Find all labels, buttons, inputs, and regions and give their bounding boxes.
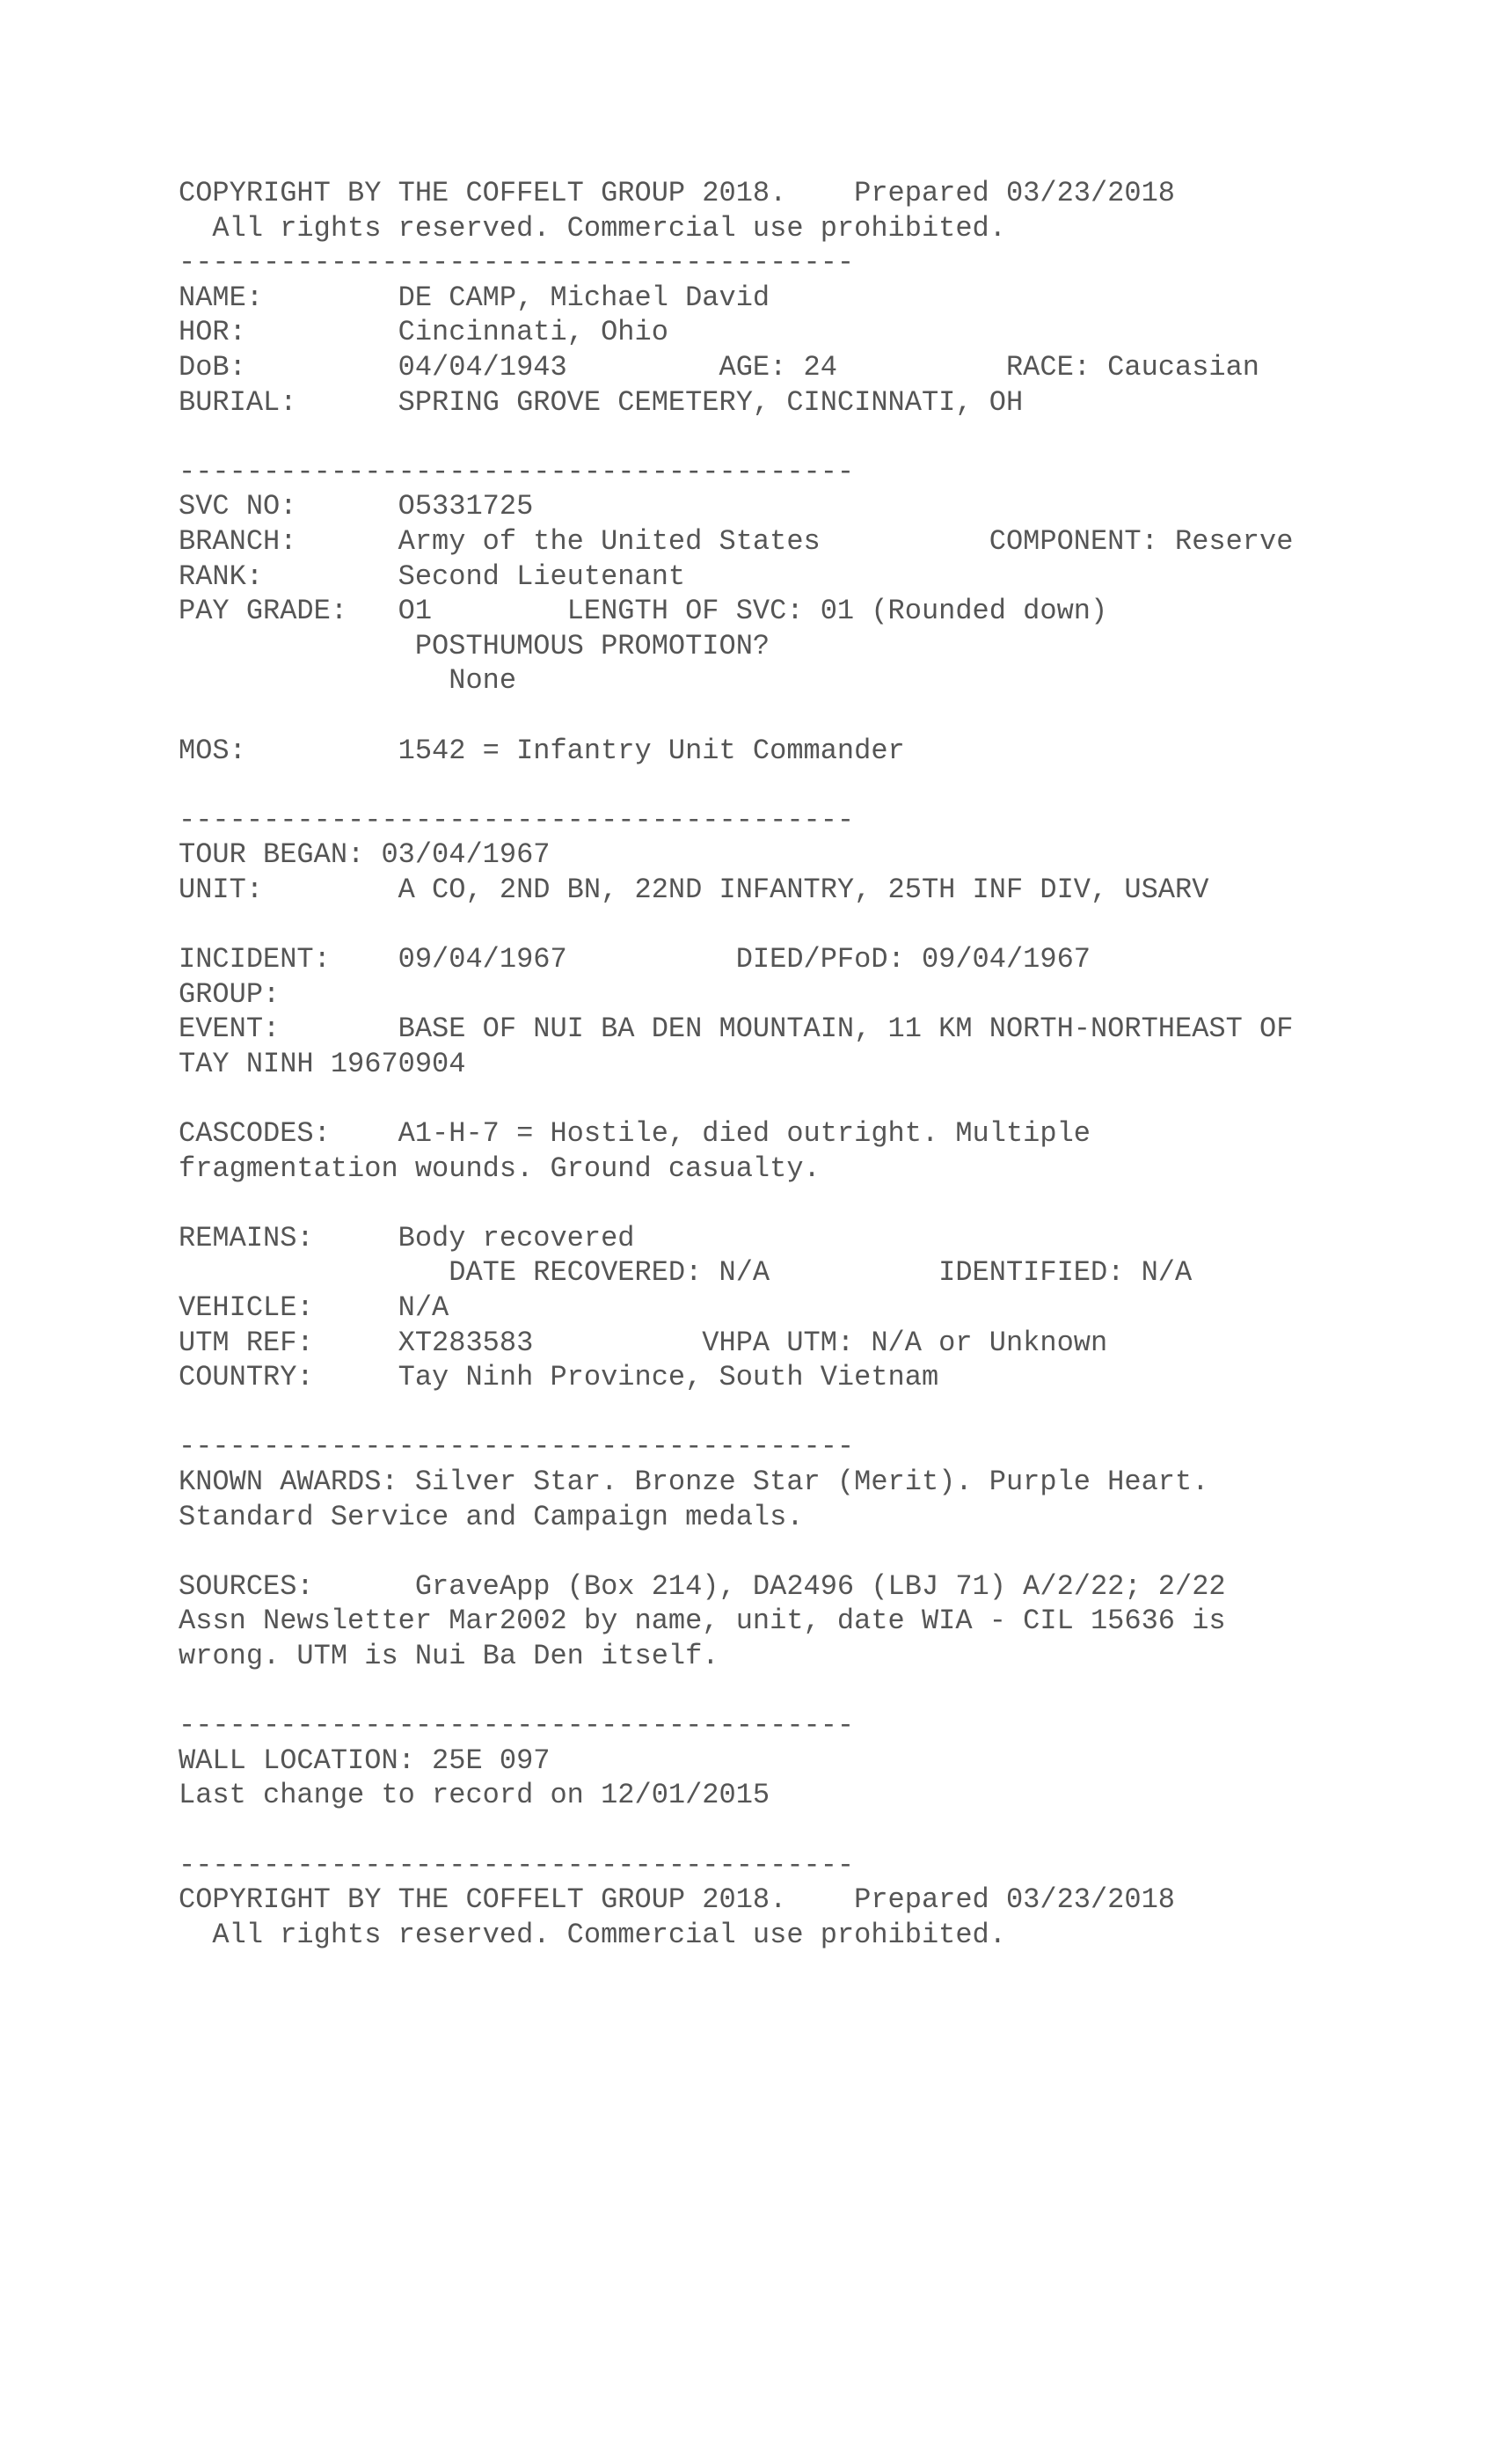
- blank-line: [179, 1813, 1410, 1848]
- sources-field-continued: Assn Newsletter Mar2002 by name, unit, date WIA - CIL 15636 is: [179, 1605, 1226, 1638]
- blank-line: [179, 768, 1410, 803]
- blank-line: [179, 1534, 1410, 1569]
- divider: ----------------------------------------: [179, 1430, 855, 1464]
- cascodes-field-continued: fragmentation wounds. Ground casualty.: [179, 1152, 821, 1185]
- rights-header-line: All rights reserved. Commercial use prohibited.: [179, 211, 1006, 245]
- blank-line: [179, 698, 1410, 734]
- tour-began-field: TOUR BEGAN: 03/04/1967: [179, 838, 551, 872]
- blank-line: [179, 420, 1410, 455]
- last-change-field: Last change to record on 12/01/2015: [179, 1779, 770, 1812]
- known-awards-field: KNOWN AWARDS: Silver Star. Bronze Star (Merit). Purple Heart.: [179, 1465, 1209, 1498]
- branch-component-field: BRANCH: Army of the United States COMPONENT: Reserve: [179, 524, 1294, 558]
- date-recovered-identified-field: DATE RECOVERED: N/A IDENTIFIED: N/A: [179, 1256, 1193, 1290]
- pay-grade-length-field: PAY GRADE: O1 LENGTH OF SVC: 01 (Rounded down): [179, 595, 1108, 628]
- divider: ----------------------------------------: [179, 1848, 855, 1882]
- incident-died-field: INCIDENT: 09/04/1967 DIED/PFoD: 09/04/1967: [179, 943, 1091, 976]
- burial-field: BURIAL: SPRING GROVE CEMETERY, CINCINNATI, OH: [179, 385, 1024, 419]
- country-field: COUNTRY: Tay Ninh Province, South Vietnam: [179, 1361, 939, 1394]
- known-awards-field-continued: Standard Service and Campaign medals.: [179, 1500, 804, 1533]
- posthumous-promotion-value: None: [179, 664, 517, 698]
- divider: ----------------------------------------: [179, 455, 855, 488]
- copyright-header-line: COPYRIGHT BY THE COFFELT GROUP 2018. Prepared 03/23/2018: [179, 177, 1175, 209]
- name-field: NAME: DE CAMP, Michael David: [179, 281, 770, 314]
- blank-line: [179, 1395, 1410, 1430]
- divider: ----------------------------------------: [179, 803, 855, 837]
- sources-field: SOURCES: GraveApp (Box 214), DA2496 (LBJ 71) A/2/22; 2/22: [179, 1569, 1226, 1603]
- wall-location-field: WALL LOCATION: 25E 097: [179, 1744, 551, 1777]
- mos-field: MOS: 1542 = Infantry Unit Commander: [179, 734, 905, 767]
- blank-line: [179, 1081, 1410, 1116]
- rights-footer-line: All rights reserved. Commercial use prohibited.: [179, 1918, 1006, 1951]
- event-field-continued: TAY NINH 19670904: [179, 1047, 466, 1080]
- unit-field: UNIT: A CO, 2ND BN, 22ND INFANTRY, 25TH INF DIV, USARV: [179, 873, 1209, 906]
- sources-field-continued: wrong. UTM is Nui Ba Den itself.: [179, 1639, 719, 1672]
- blank-line: [179, 1674, 1410, 1709]
- posthumous-promotion-label: POSTHUMOUS PROMOTION?: [179, 629, 770, 662]
- event-field: EVENT: BASE OF NUI BA DEN MOUNTAIN, 11 KM NORTH-NORTHEAST OF: [179, 1013, 1294, 1046]
- remains-field: REMAINS: Body recovered: [179, 1221, 635, 1254]
- copyright-footer-line: COPYRIGHT BY THE COFFELT GROUP 2018. Prepared 03/23/2018: [179, 1883, 1175, 1917]
- casualty-record-document: [179, 176, 1410, 1952]
- hor-field: HOR: Cincinnati, Ohio: [179, 316, 668, 349]
- blank-line: [179, 1186, 1410, 1221]
- divider: ----------------------------------------: [179, 1709, 855, 1743]
- cascodes-field: CASCODES: A1-H-7 = Hostile, died outright. Multiple: [179, 1117, 1091, 1151]
- dob-age-race-field: DoB: 04/04/1943 AGE: 24 RACE: Caucasian: [179, 350, 1259, 384]
- svc-no-field: SVC NO: O5331725: [179, 490, 534, 523]
- utm-ref-field: UTM REF: XT283583 VHPA UTM: N/A or Unknown: [179, 1326, 1108, 1359]
- rank-field: RANK: Second Lieutenant: [179, 559, 686, 593]
- blank-line: [179, 907, 1410, 942]
- group-field: GROUP:: [179, 977, 281, 1011]
- vehicle-field: VEHICLE: N/A: [179, 1291, 449, 1324]
- divider: ----------------------------------------: [179, 246, 855, 280]
